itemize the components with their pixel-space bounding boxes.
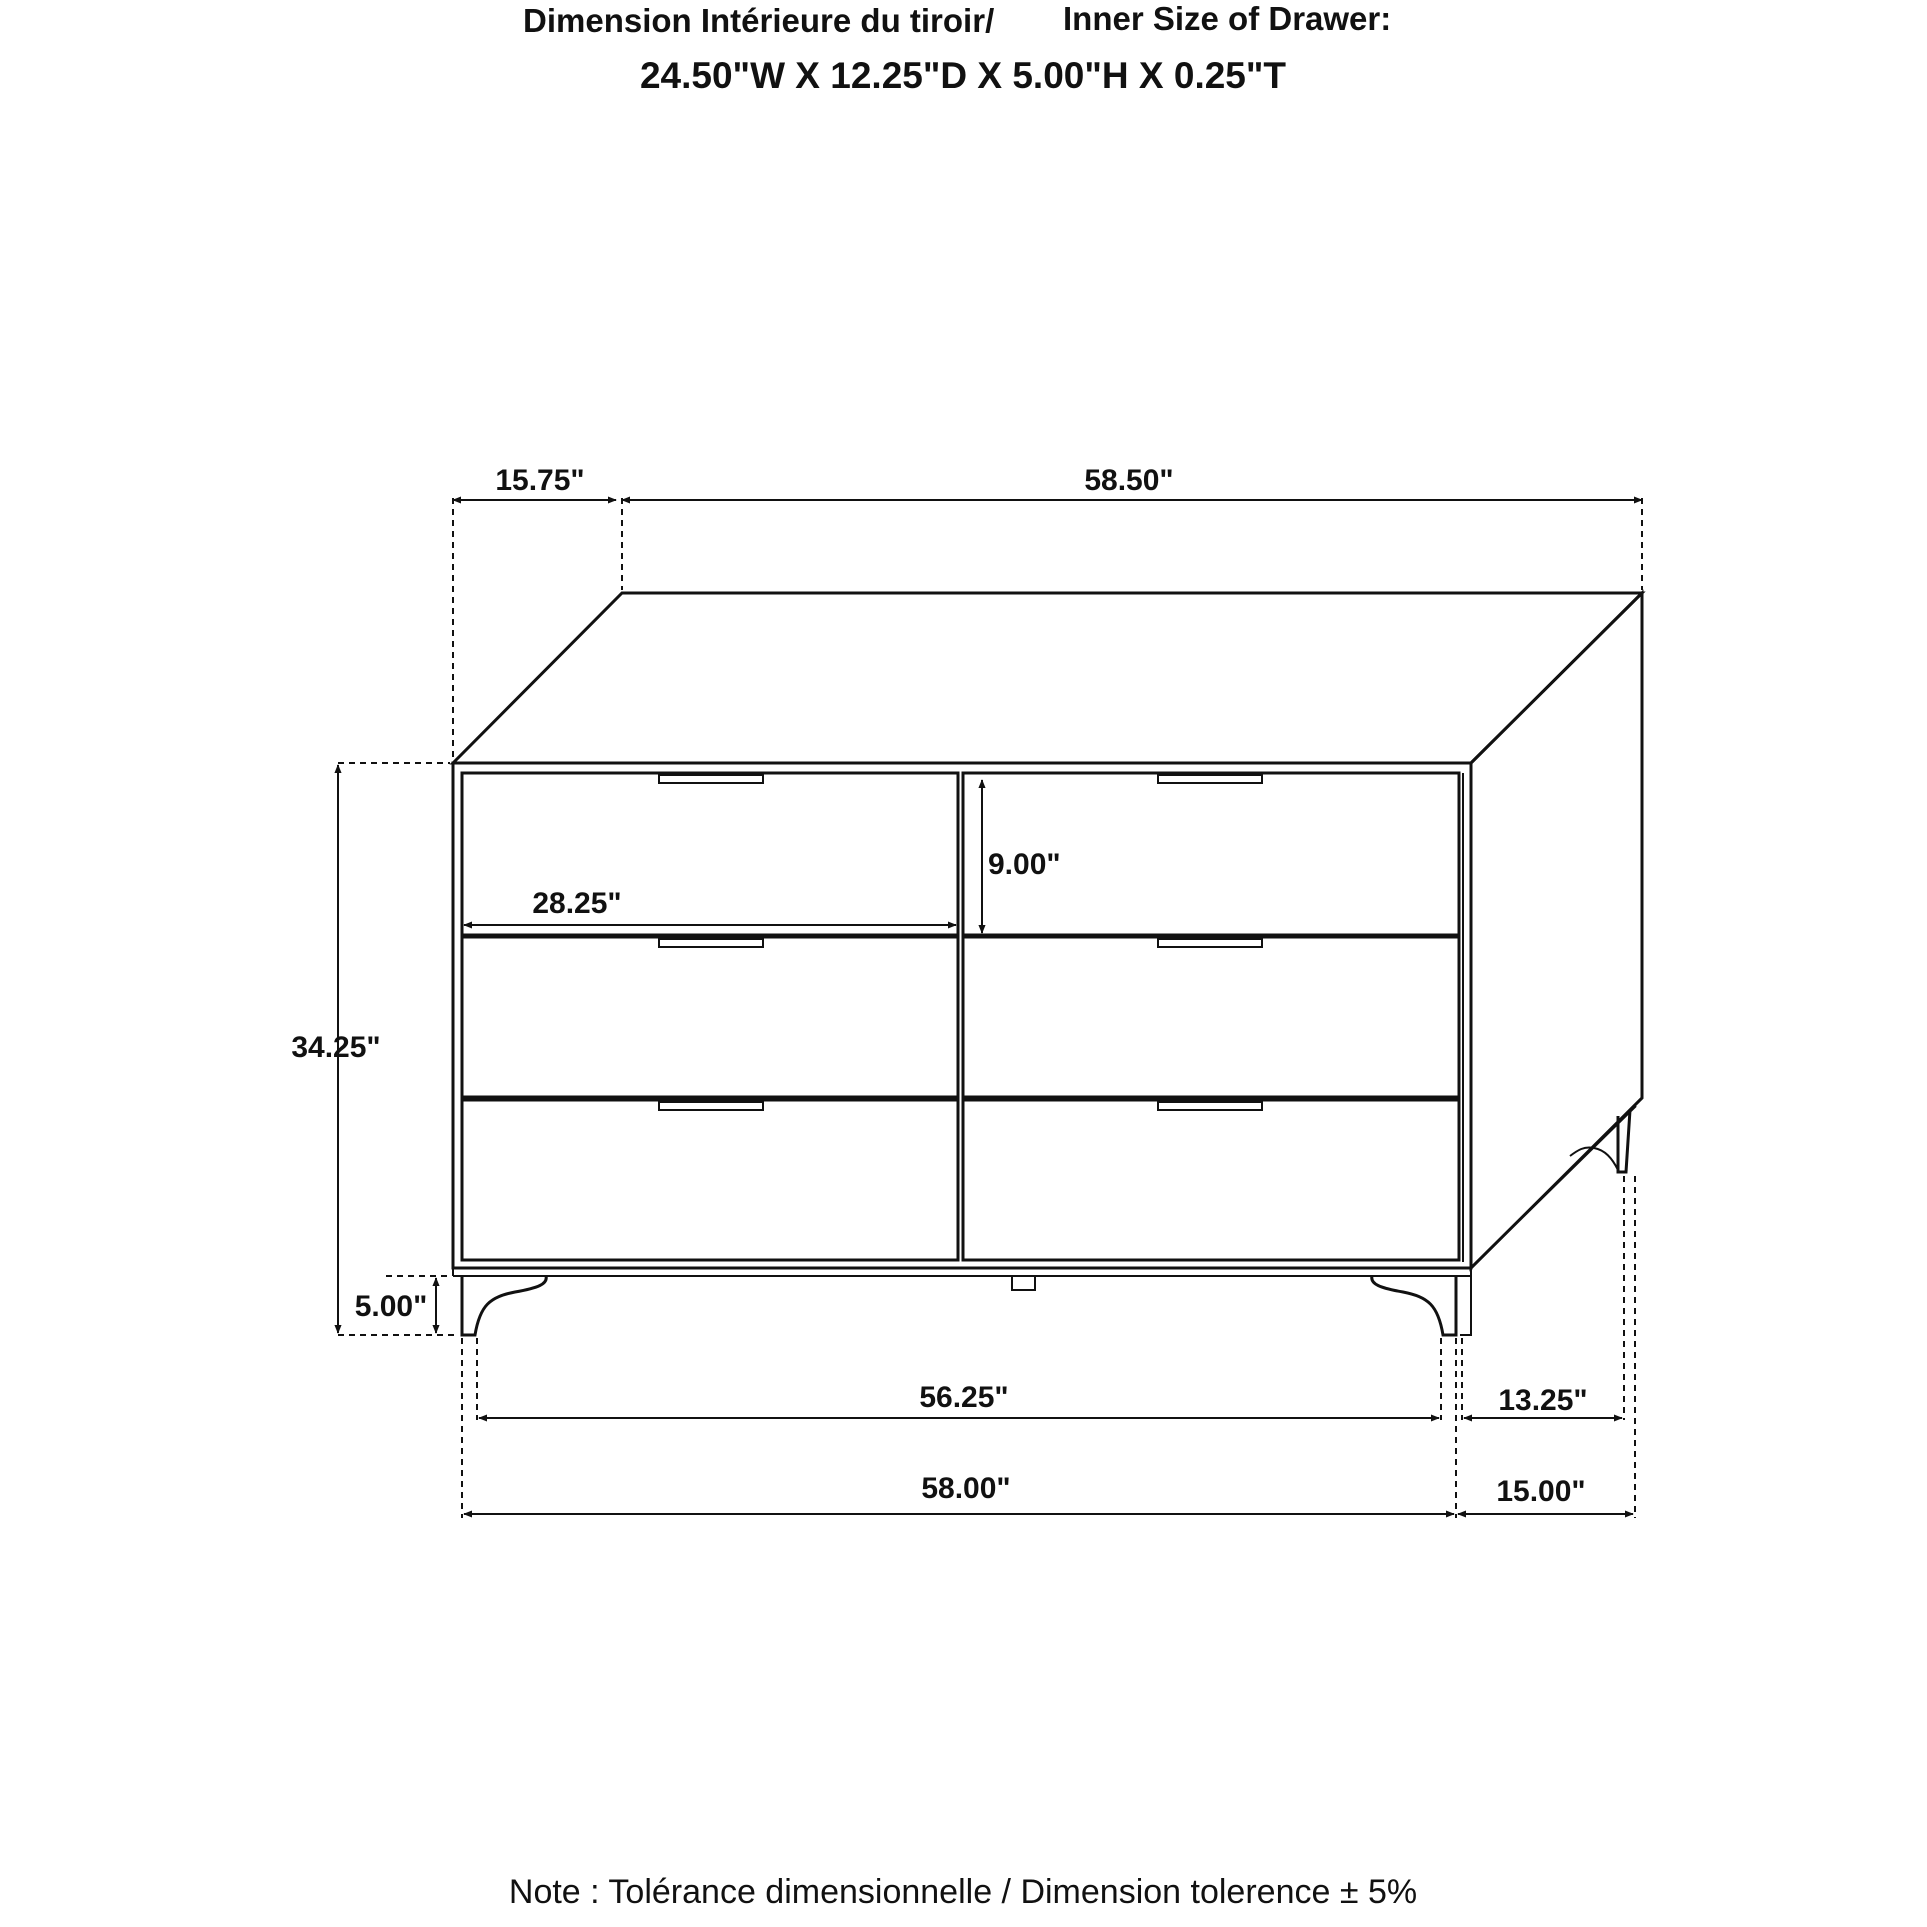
drawer-handle: [659, 1102, 763, 1110]
front-left-leg: [462, 1276, 546, 1335]
dim-depth-top-label: 15.75": [495, 464, 585, 497]
header-label-en: Inner Size of Drawer:: [1063, 0, 1392, 37]
header-label-fr: Dimension Intérieure du tiroir/: [523, 2, 995, 39]
dresser-top-surface: [453, 593, 1642, 763]
drawer-handle: [659, 939, 763, 947]
drawer-mid-right: [963, 937, 1459, 1097]
dim-side-inner-depth-label: 13.25": [1498, 1384, 1588, 1417]
header-drawer-size: 24.50"W X 12.25"D X 5.00"H X 0.25"T: [639, 55, 1287, 96]
drawer-bottom-left: [462, 1100, 958, 1260]
tolerance-note: Note : Tolérance dimensionnelle / Dimension tolerence ± 5%: [508, 1873, 1418, 1911]
dim-inner-leg-width-label: 56.25": [919, 1381, 1009, 1414]
drawer-handle: [1158, 775, 1262, 783]
dim-total-height-label: 34.25": [291, 1031, 381, 1064]
drawer-handle: [1158, 939, 1262, 947]
dimension-lines: [338, 498, 1642, 1518]
dim-width-top-label: 58.50": [1084, 464, 1174, 497]
dim-drawer-width-label: 28.25": [532, 887, 622, 920]
dim-drawer-height-label: 9.00": [988, 848, 1061, 881]
drawer-handle: [1158, 1102, 1262, 1110]
dim-side-depth-label: 15.00": [1496, 1475, 1586, 1508]
back-left-leg: [1012, 1276, 1035, 1290]
dim-base-width-label: 58.00": [921, 1472, 1011, 1505]
drawer-mid-left: [462, 937, 958, 1097]
drawer-bottom-right: [963, 1100, 1459, 1260]
dresser-drawing: [453, 593, 1642, 1335]
drawer-handle: [659, 775, 763, 783]
dim-leg-height-label: 5.00": [354, 1290, 428, 1323]
front-right-leg: [1372, 1276, 1456, 1335]
